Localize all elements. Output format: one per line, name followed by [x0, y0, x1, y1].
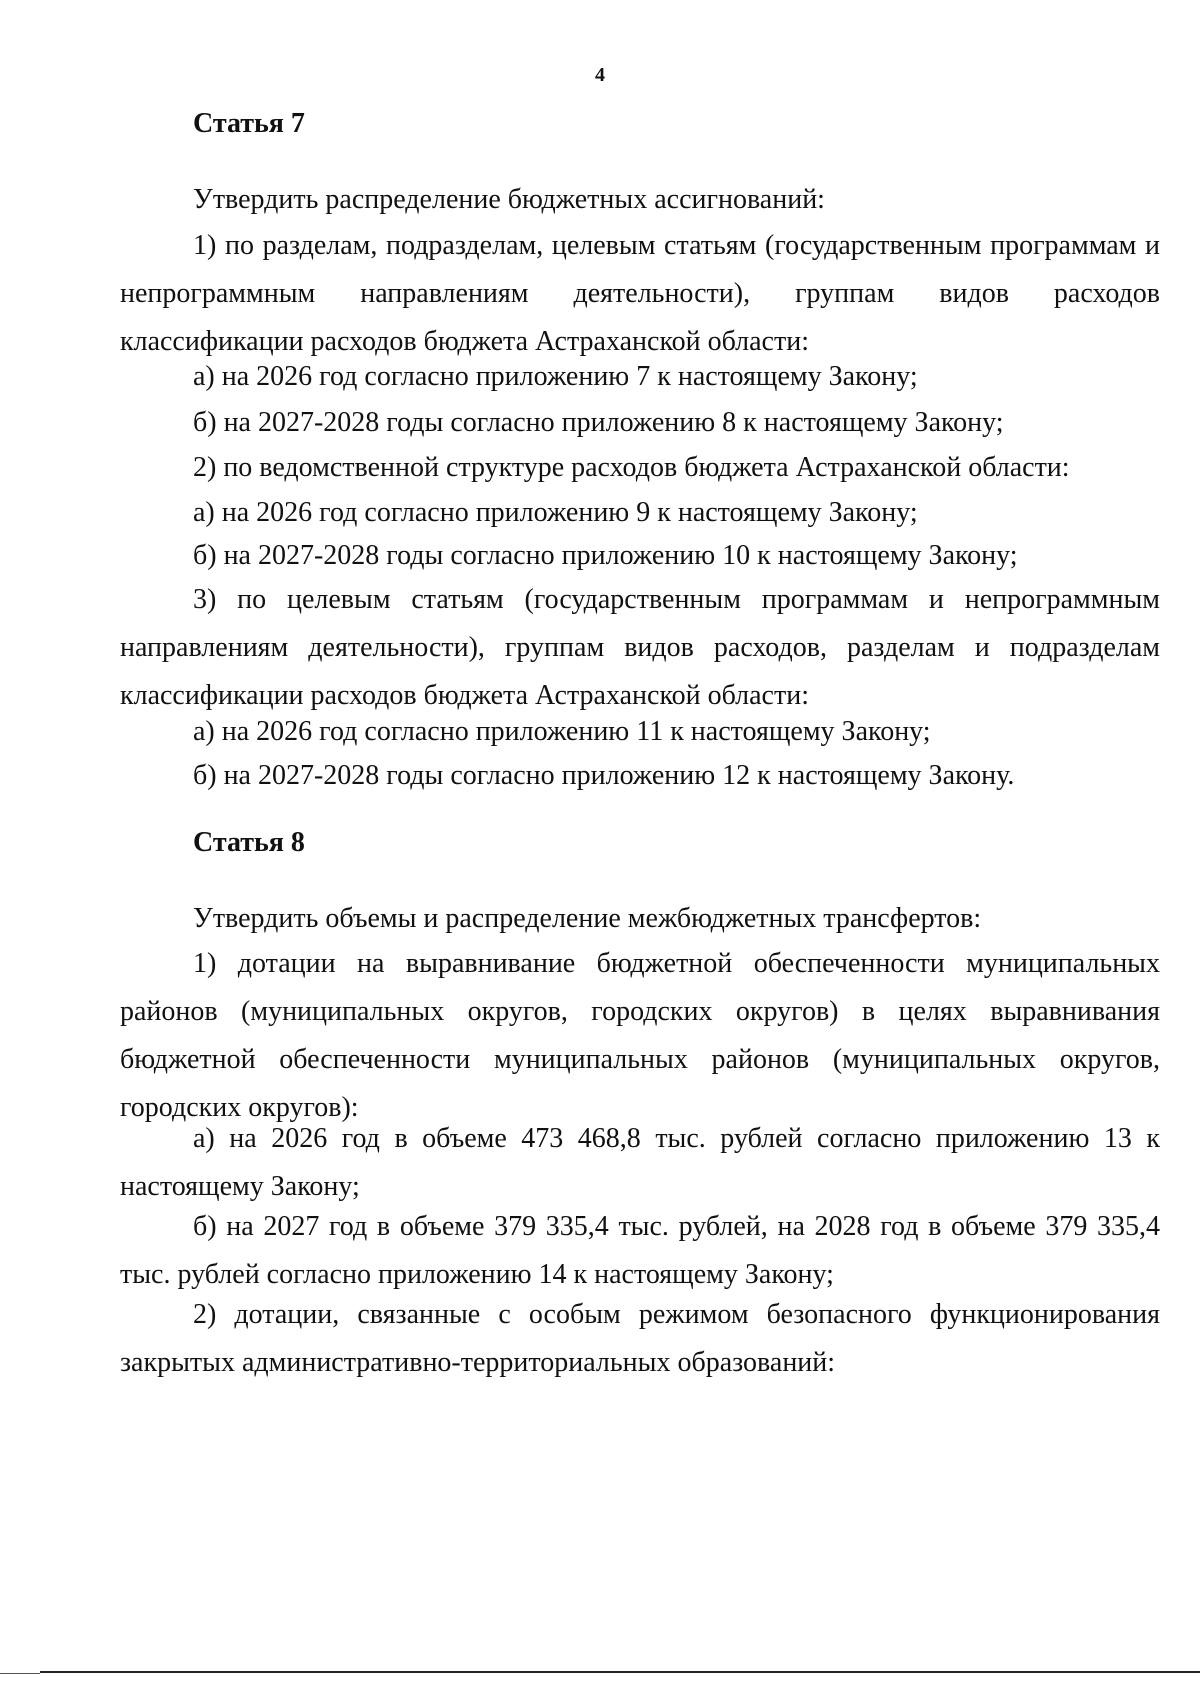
article-8-item-2: 2) дотации, связанные с особым режимом безопасного функционирования закрытых административно-территориальных образований:: [120, 1299, 1160, 1378]
article-7-item-3: 3) по целевым статьям (государственным программам и непрограммным направлениям деятельности), группам видов расходов, разделам и подразделам классификации расходов бюджета Астраханской области:: [120, 584, 1160, 711]
scan-edge-line: [40, 1671, 1200, 1673]
article-8-intro: Утвердить объемы и распределение межбюджетных трансфертов:: [193, 903, 982, 934]
scan-edge-line-left: [0, 1673, 40, 1674]
article-7-item-3b: б) на 2027-2028 годы согласно приложению 12 к настоящему Закону.: [193, 760, 1015, 791]
article-8-item-1a: а) на 2026 год в объеме 473 468,8 тыс. рублей согласно приложению 13 к настоящему Закону;: [120, 1123, 1160, 1202]
article-7-item-3a: а) на 2026 год согласно приложению 11 к настоящему Закону;: [193, 716, 931, 747]
article-7-item-2a: а) на 2026 год согласно приложению 9 к настоящему Закону;: [193, 497, 918, 528]
article-7-item-1b: б) на 2027-2028 годы согласно приложению 8 к настоящему Закону;: [193, 407, 1004, 438]
article-8-heading: Статья 8: [193, 827, 305, 858]
page-number: 4: [595, 64, 605, 86]
article-7-intro: Утвердить распределение бюджетных ассигнований:: [193, 184, 825, 215]
article-7-item-2: 2) по ведомственной структуре расходов бюджета Астраханской области:: [193, 452, 1070, 483]
article-7-item-1a: а) на 2026 год согласно приложению 7 к настоящему Закону;: [193, 361, 918, 392]
article-7-item-2b: б) на 2027-2028 годы согласно приложению 10 к настоящему Закону;: [193, 540, 1018, 571]
article-7-item-1: 1) по разделам, подразделам, целевым статьям (государственным программам и непрограммным направлениям деятельности), группам видов расходов классификации расходов бюджета Астраханской области:: [120, 230, 1160, 357]
article-8-item-1: 1) дотации на выравнивание бюджетной обеспеченности муниципальных районов (муниципальных округов, городских округов) в целях выравнивания бюджетной обеспеченности муниципальных районов (муниципальных округов, городских округов):: [120, 948, 1160, 1123]
article-8-item-1b: б) на 2027 год в объеме 379 335,4 тыс. рублей, на 2028 год в объеме 379 335,4 тыс. рублей согласно приложению 14 к настоящему Закону;: [120, 1211, 1160, 1290]
article-7-heading: Статья 7: [193, 108, 305, 139]
